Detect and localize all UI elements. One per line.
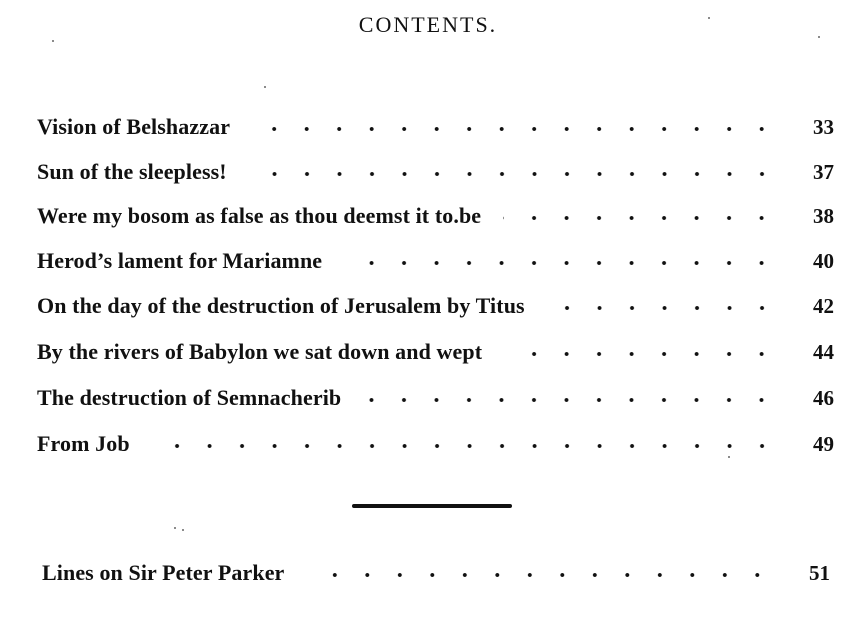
toc-entry-page: 44 xyxy=(813,340,834,364)
dot-leader xyxy=(152,435,778,457)
toc-entry xyxy=(37,155,834,185)
toc-entry-title: Vision of Belshazzar xyxy=(37,114,231,139)
dot-leader xyxy=(503,207,778,229)
dot-leader xyxy=(344,252,778,274)
page-title: CONTENTS. xyxy=(358,12,498,37)
toc-entry xyxy=(37,335,834,365)
toc-entry xyxy=(37,381,834,411)
paper-speck xyxy=(174,527,176,529)
toc-entry-title: The destruction of Semnacherib xyxy=(37,385,342,410)
dot-leader xyxy=(249,163,778,185)
toc-entry xyxy=(37,427,834,457)
toc-entry-page: 37 xyxy=(813,160,834,184)
toc-entry xyxy=(37,199,834,229)
toc-entry-title: Were my bosom as false as thou deemst it to.be xyxy=(37,203,482,228)
paper-speck xyxy=(728,456,730,458)
toc-entry-title: Herod’s lament for Mariamne xyxy=(37,248,323,273)
paper-speck xyxy=(708,17,710,19)
toc-entry xyxy=(42,556,830,586)
dot-leader xyxy=(252,118,778,140)
toc-entry-title: Lines on Sir Peter Parker xyxy=(42,560,285,585)
dot-leader xyxy=(504,343,778,365)
toc-entry-page: 38 xyxy=(813,204,834,228)
paper-speck xyxy=(182,529,184,531)
toc-entry-page: 51 xyxy=(809,561,830,585)
toc-entry-page: 46 xyxy=(813,386,834,410)
toc-entry xyxy=(37,244,834,274)
toc-entry-page: 40 xyxy=(813,249,834,273)
paper-speck xyxy=(818,36,820,38)
section-divider xyxy=(352,504,512,508)
toc-entry xyxy=(37,289,834,319)
paper-speck xyxy=(52,40,54,42)
toc-entry-title: By the rivers of Babylon we sat down and wept xyxy=(37,339,483,364)
dot-leader xyxy=(547,297,778,319)
toc-entry-page: 49 xyxy=(813,432,834,456)
toc-entry-title: Sun of the sleepless! xyxy=(37,159,227,184)
toc-entry-title: From Job xyxy=(37,431,130,456)
dot-leader xyxy=(363,389,778,411)
toc-entry xyxy=(37,110,834,140)
dot-leader xyxy=(306,564,774,586)
toc-entry-page: 33 xyxy=(813,115,834,139)
paper-speck xyxy=(264,86,266,88)
toc-entry-page: 42 xyxy=(813,294,834,318)
toc-entry-title: On the day of the destruction of Jerusalem by Titus xyxy=(37,293,525,318)
